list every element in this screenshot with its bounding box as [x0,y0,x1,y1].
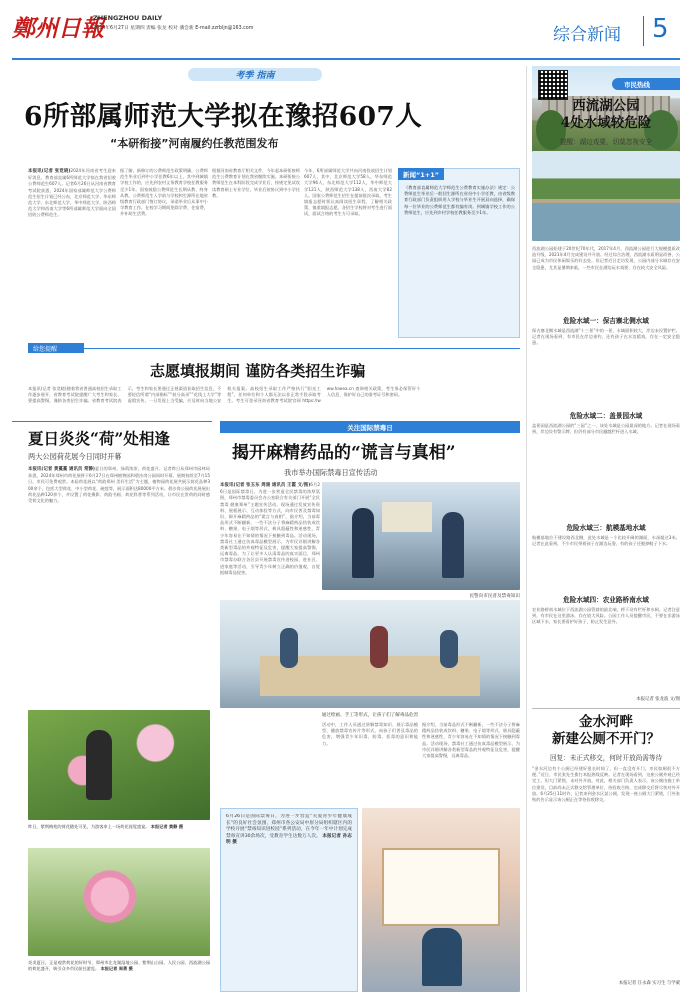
xiliu-point-3-body: 航模基地位于建设路西北侧，此处水域是一个比较开阔的湖面，水深超过3米。记者在此看到，不少市民带着孩子在湖边玩耍，有的孩子还脱掉鞋子下水。 [532,535,680,547]
xiliu-point-1-title: 危险水域一：保吉寨北侧水域 [563,317,649,325]
photo-student [422,928,462,986]
drug-subhead: 我市举办国际禁毒日宣传活动 [284,468,378,477]
gaokao-body-col4: 今年，6所部属师范大学共向河南投放招生计划607人，其中，北京师范大学58人，华东师范大学96人，东北师范大学112人，华中师范大学121人，陕西师范大学138人，西南大学82人。国家公费师范生招生在提前批次录取，考生填报志愿时须认真阅读招生章程，了解相关政策，慎重填报志愿。各招生学校将对考生进行面试，面试合格的考生方可录取。 [304,168,392,217]
drug-body-col3: 据介绍，当前毒品形式不断翻新，一些不法分子将麻精药品伪装成饮料、糖果、电子烟等形式，极具隐蔽性和迷惑性，青少年容易在不知情的情况下接触到毒品。活动现场，禁毒社工通过仿真毒品模型展示，为市民详细讲解各类新型毒品的外观特征及危害，提醒大家提高警惕，远离毒品。 [422,722,520,759]
page-number-divider [643,16,644,46]
jinshui-divider [532,708,680,709]
right-column-divider [526,66,527,992]
sidebar-title: 新闻“1+1” [403,171,440,179]
lotus-subhead: 两大公园荷花展今日同时开幕 [28,452,122,461]
zhiyuan-tag-rule [84,348,520,349]
drug-photo-1-caption: 民警向市民普及禁毒知识 [469,594,520,599]
qr-code [538,70,568,100]
lotus-caption-2: 炎炎夏日，正是观赏荷花的好时节，郑州市北龙湖湿地公园、紫荆山公园、人民公园、西流湖公园的荷花盛开，吸引众多市民前往游览。 本报记者 周勇 摄 [28,960,210,972]
dateline: 2024年6月27日 星期四 [93,26,145,31]
drug-boxed-caption-box [220,808,358,992]
xiliu-subhead: 提醒：湖边戏要，切莫忽视安全 [559,138,653,146]
zhiyuan-headline: 志愿填报期间 谨防各类招生诈骗 [150,362,366,380]
gaokao-body-col2: 据了解，新修订的公费师范生政策明确，公费师范生毕业后到中小学任教6年以上，其中到城镇学校工作的，应先到农村义务教育学校任教服务至少1年。国家鼓励公费师范生长期从教、终身从教。公费师范生入学前与学校和生源所在地省级教育行政部门签订协议，承诺毕业后从事中小学教育工作。在校学习期间免除学费、住宿费，并补助生活费。 [120,168,208,217]
xiliu-point-1-body: 保吉寨北侧水域是西流湖“十三景”中的一景，水域面积较大，岸边未设置护栏。记者在现场看到，有市民在岸边垂钓，还有孩子在水边嬉戏，存在一定安全隐患。 [532,328,680,346]
gaokao-byline: 本报讯(记者 张竞晓) [28,169,71,174]
gaokao-body-col3: 根据河南省教育厅相关文件，今年起本研衔接师范生公费教育计划在我省继续实施。本研衔接公费师范生在本科阶段完成学业后，按规定免试攻读教育硕士专业学位，毕业后按协议到中小学任教。 [212,168,300,198]
xiliu-photo [532,151,680,241]
sidebar-body: 《教育部直属师范大学师范生公费教育实施办法》规定：公费师范生毕业后一般回生源所在省份中小学任教，由省级教育行政部门负责组织用人学校与毕业生开展双向选择，确保每一位毕业的公费师范生都有编有岗。到城镇学校工作的公费师范生，应先到乡村学校任教服务至少1年。 [404,185,515,215]
drug-headline: 揭开麻精药品的“谎言与真相” [232,443,456,463]
section-title: 综合新闻 [553,25,621,45]
lotus-byline: 本报讯(记者 黄蔓蔓 通讯员 常静) [28,467,95,472]
jinshui-subhead: 回复：未正式移交，何时开放尚需等待 [549,754,663,762]
photo-display-board [382,502,432,532]
drug-photo-2 [220,600,520,708]
xiliu-point-2-body: 盖景园是西流湖公园的“三园”之一，该处水域是公园最深的地方。记者在现场看到，岸边设有警示牌，但仍有部分市民翻越栏杆进入水域。 [532,423,680,435]
xiliu-credit: 本报记者 张龙波 文/图 [636,697,680,702]
lotus-body: 本报讯(记者 黄蔓蔓 通讯员 常静)夏日的郑州，绿荫浓浓，荷花盛开。记者昨日从郑州市园林局获悉，2024年郑州市荷花展将于6月27日在郑州植物园和碧沙岗公园同时开幕，展期持续至7月15日，市民可免费观赏。本届荷花展以“荷韵郑州 美好生活”为主题，植物园荷花展共展示荷花品种300余个，包括大型荷花、中小型荷花、碗莲等，展示面积达80000平方米。碧沙岗公园荷花展展出荷花品种120余个，并设置了荷花摄影、荷韵书画、荷花科普等系列活动，让市民在赏荷的同时感受荷文化的魅力。 [28,466,210,504]
xiliu-headline: 西流湖公园 4处水域较危险 [560,98,652,131]
gaokao-banner-text: 考季 指南 [235,71,275,81]
jinshui-credit: 本报记者 汪永森 实习生 与学蒙 [618,981,680,986]
gaokao-subhead: “本研衔接”河南履约任教范围发布 [110,137,279,150]
gaokao-headline: 6所部属师范大学拟在豫招607人 [24,101,423,132]
drug-photo-3 [362,808,520,992]
masthead-rule [12,58,680,60]
jinshui-headline: 金水河畔 新建公厕不开门？ [552,714,660,747]
jinshui-body: “金水河边有个公厕已经建好很长时间了，但一直没有开门，市民如厕很不方便。”近日，市民张先生拨打本报热线反映。记者在现场看到，这座公厕外观已经完工，但大门紧锁，未对外开放。对此，相关部门负责人表示，该公厕由施工单位建设，目前尚未正式移交给管理单位，待验收合格、完成移交后将尽快对外开放。6月25日11时许，记者来到金水区某公厕，发现一座公厕大门紧锁，门外张贴的告示显示该公厕正在等待验收移交。 [532,766,680,803]
photo-drawing-board [382,848,500,926]
zhiyuan-body: 本报讯(记者 张竞晓)随着我省普通高校招生录取工作逐步展开，省教育考试院提醒广大考生和家长，要提高警惕，谨防各类招生诈骗。省教育考试院表示，考生和家长要通过正规渠道获取招生信息，不要轻信所谓“内部指标”“低分高录”“花钱上大学”等虚假宣传，一旦发现上当受骗，应及时向当地公安机关报案。高校招生录取工作严格执行“阳光工程”，任何单位和个人都无法以非正常手段录取考生。考生可登录河南省教育考试院官网 https://www.haeea.cn 查询相关政策，考生务必保管好个人信息，保护好自己的准考证号和密码。 [28,386,421,404]
page-number: 5 [652,14,669,44]
drug-boxed-caption: 6月26日是国际禁毒日，为进一步营造“关爱青少年健康成长”的良好社会氛围，郑州市各公安局中原分局组织辖区内的学校开展“禁毒知识进校园”系列活动，在今年一年中计划完成禁毒宣讲30余场次，受教育学生达数万人次。 本报记者 孙志明 摄 [226,814,352,846]
xiliu-point-4-body: 农业路桥南水域位于西流湖公园管辖的最北端，桥下设有栏杆和水闸。记者注意到，有市民在这里游泳，存在较大风险。公园工作人员提醒市民，不要在非游泳区域下水，家长要看护好孩子，防止发生意外。 [532,607,680,625]
newspaper-pinyin: ZHENGZHOU DAILY [93,14,163,22]
photo-person [86,730,112,800]
photo-lake-bank [532,199,680,203]
zhiyuan-tag-text: 给您提醒 [33,346,58,353]
xiliu-point-2-title: 危险水域二：盖景园水域 [569,412,643,420]
newspaper-logo: 鄭州日報 [12,15,104,42]
photo-police-1 [352,508,374,578]
gaokao-sidebar [398,168,520,338]
photo-police-2 [442,512,464,578]
xiliu-point-3-title: 危险水域三：航模基地水域 [566,524,646,532]
gaokao-body-col1: 本报讯(记者 张竞晓)2024年河南省考生迎来好消息，教育部直属6所师范大学拟在我省招收公费师范生607人。记者6月26日从河南省教育考试院获悉，2024年国家部属师范大学公费师范生招生计划已经公布，北京师范大学、华东师范大学、东北师范大学、华中师范大学、陕西师范大学和西南大学等6所部属师范大学面向全国招收公费师范生。 [28,168,116,218]
drug-byline: 本报讯(记者 张玉东 周涌 通讯员 王霞 文/图) [220,483,311,488]
masthead [12,10,680,58]
drug-band-text: 关注国际禁毒日 [347,424,393,432]
lotus-photo-2 [28,848,210,956]
lotus-caption-1: 昨日，紫荆梅苑的荷花随处可见，为游客奉上一场荷花视觉盛宴。 本报记者 黄静 摄 [28,824,184,829]
lotus-top-rule [12,421,212,422]
drug-photo-1 [322,482,520,590]
xiliu-point-4-title: 危险水域四：农业路桥南水域 [563,596,649,604]
gaokao-banner [180,66,330,82]
photo-child-3 [440,630,458,668]
lotus-photo-1 [28,710,210,820]
drug-body-col2: 活动中，工作人员通过讲解禁毒知识、展示毒品模型、播放禁毒宣传片等形式，向孩子们普及毒品的危害，增强青少年识毒、防毒、拒毒的意识和能力。 [322,722,418,746]
photo-child-2 [370,626,388,668]
drug-photo-2-caption: 通过绘画、手工等形式，让孩子们了解毒品危害 [321,713,419,718]
xiliu-tag-text: 市民热线 [624,81,650,89]
xiliu-intro: 西流湖公园始建于20世纪70年代，2017年4月，西流湖公园进行大规模提质改造升级，2021年4月完成建设并开放。经过综合治理，西流湖水质明显改善，公园已成为市民休闲娱乐的好去处。但记者近日走访发现，公园内部分水域存在安全隐患，尤其是暑期来临，一些市民在湖边玩水戏要，存在较大安全风险。 [532,246,680,270]
drug-body-col1: 本报讯(记者 张玉东 周涌 通讯员 王霞 文/图)6月26日是国际禁毒日，为进一步营造全民禁毒的浓厚氛围，郑州市禁毒委员会办公室联合有关部门开展“全民禁毒 健康郑州”主题宣传活动，现场通过发放宣传资料、展板展示、互动体验等方式，向市民普及禁毒知识，揭开麻精药品的“谎言与真相”。据介绍，当前毒品形式不断翻新，一些不法分子将麻精药品伪装成饮料、糖果、电子烟等形式，极具隐蔽性和迷惑性，青少年容易在不知情的情况下接触到毒品。活动现场，禁毒社工通过仿真毒品模型展示，为市民详细讲解各类新型毒品的外观特征及危害，提醒大家提高警惕，远离毒品。为了让更多人认清毒品的真实面目，郑州市禁毒办联合各区县开展禁毒宣传进校园、进社区、进家庭等活动，引导青少年树立正确的价值观，自觉抵制毒品侵害。 [220,482,320,575]
photo-child-1 [280,628,298,668]
lotus-headline: 夏日炎炎“荷”处相逢 [28,429,170,448]
editors-line: 责编 张龙 校对 潘会新 E-mail:zzrbljn@163.com [146,26,254,31]
